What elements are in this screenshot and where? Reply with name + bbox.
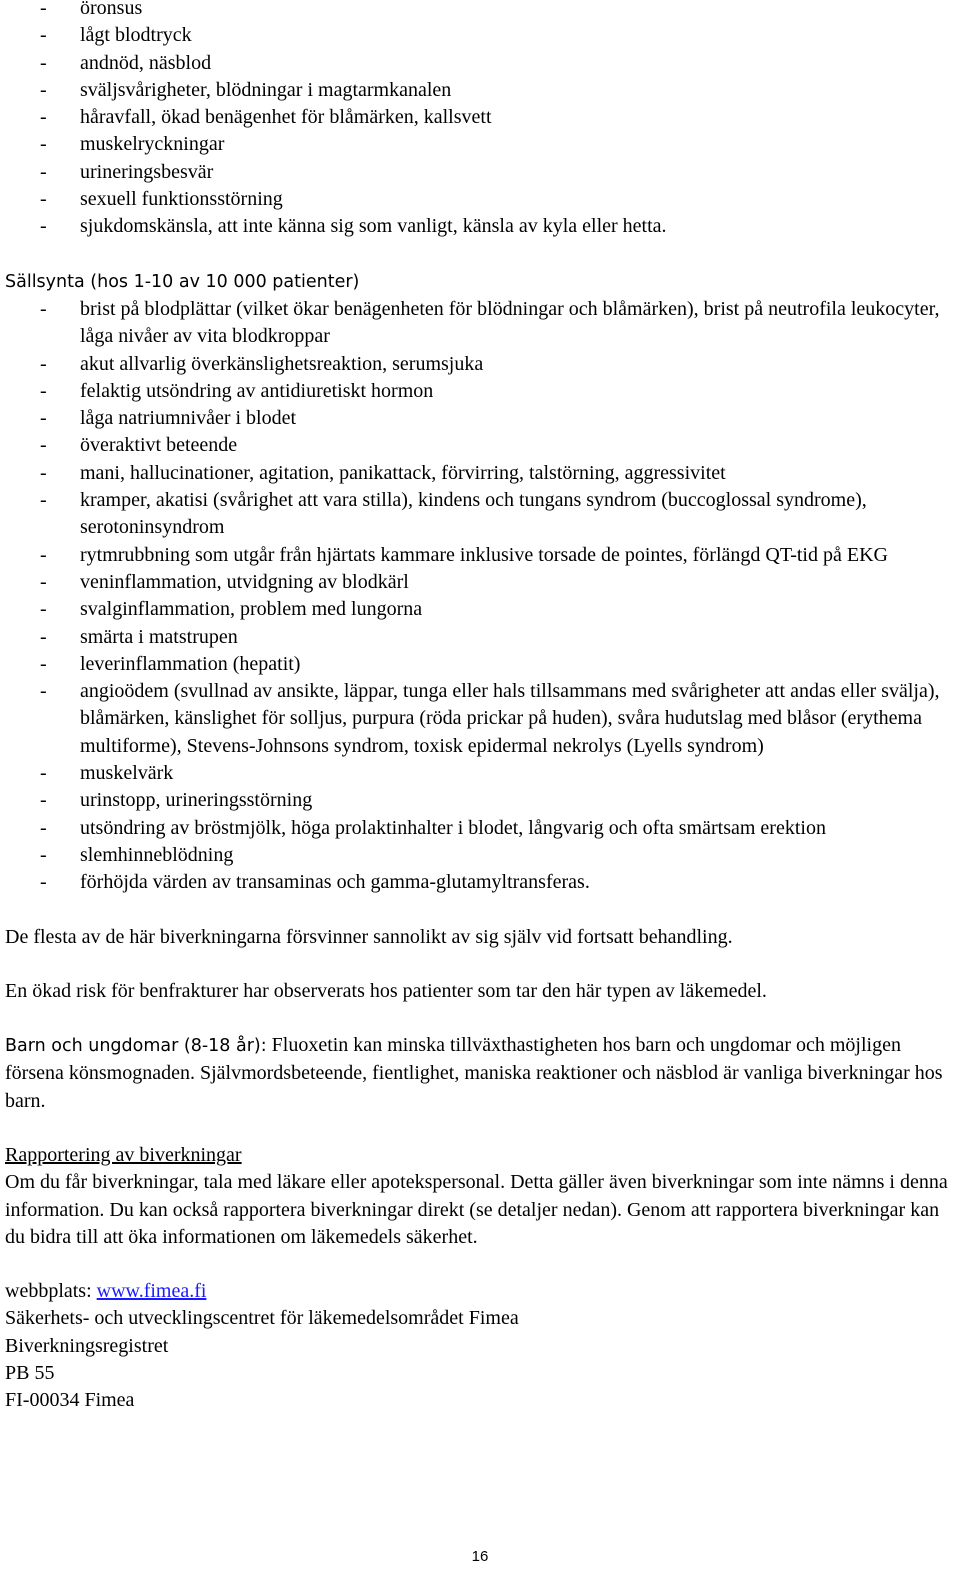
list-item: - kramper, akatisi (svårighet att vara stilla), kindens och tungans syndrom (buccoglossal syndrome), serotoninsyndrom — [40, 489, 867, 539]
list-bullet: - — [40, 598, 47, 621]
list-item: - lågt blodtryck — [5, 22, 957, 49]
website-link[interactable]: www.fimea.fi — [96, 1280, 207, 1303]
reporting-section — [5, 1142, 957, 1251]
list-item: - andnöd, näsblod — [5, 50, 957, 77]
document-page — [5, 0, 957, 1415]
list-item: - akut allvarlig överkänslighetsreaktion, serumsjuka — [5, 351, 957, 378]
list-item: - angioödem (svullnad av ansikte, läppar, tunga eller hals tillsammans med svårigheter att andas eller svälja), blåmärken, känslighet för solljus, purpura (röda prickar på huden), svåra hudutslag med blåsor (erythema multiforme), Stevens-Johnsons syndrom, toxisk epidermal nekrolys (Lyells syndrom) — [40, 680, 940, 757]
list-item: - sexuell funktionsstörning — [5, 186, 957, 213]
list-item: - sjukdomskänsla, att inte känna sig som vanligt, känsla av kyla eller hetta. — [5, 213, 957, 240]
list-item: - veninflammation, utvidgning av blodkärl — [5, 569, 957, 596]
list-item: - muskelryckningar — [5, 131, 957, 158]
list-bullet: - — [40, 843, 47, 866]
rare-side-effects-list — [5, 296, 957, 897]
contact-line-postcode: FI-00034 Fimea — [5, 1389, 135, 1412]
list-bullet: - — [40, 78, 47, 101]
list-item: - muskelvärk — [5, 760, 957, 787]
list-bullet: - — [40, 543, 47, 566]
children-text: Fluoxetin kan minska tillväxthastigheten hos barn och ungdomar och möjligen försena könsmognaden. Självmordsbeteende, fientlighet, maniska reaktioner och näsblod är vanliga biverkningar hos barn. — [5, 1034, 943, 1112]
list-item: - öronsus — [5, 0, 957, 22]
list-bullet: - — [40, 188, 47, 211]
list-bullet: - — [40, 215, 47, 238]
list-item: - sväljsvårigheter, blödningar i magtarmkanalen — [5, 77, 957, 104]
rare-heading: Sällsynta (hos 1-10 av 10 000 patienter) — [5, 271, 360, 292]
list-item: - utsöndring av bröstmjölk, höga prolaktinhalter i blodet, långvarig och ofta smärtsam erektion — [5, 815, 957, 842]
list-item: - rytmrubbning som utgår från hjärtats kammare inklusive torsade de pointes, förlängd QT-tid på EKG — [5, 542, 957, 569]
list-bullet: - — [40, 680, 47, 703]
list-bullet: - — [40, 51, 47, 74]
list-bullet: - — [40, 816, 47, 839]
list-item: - överaktivt beteende — [5, 432, 957, 459]
list-item: - mani, hallucinationer, agitation, panikattack, förvirring, talstörning, aggressivitet — [5, 460, 957, 487]
list-bullet: - — [40, 489, 47, 512]
list-bullet: - — [40, 570, 47, 593]
list-bullet: - — [40, 461, 47, 484]
contact-block — [5, 1278, 957, 1414]
list-bullet: - — [40, 0, 47, 19]
paragraph-fracture-risk: En ökad risk för benfrakturer har observerats hos patienter som tar den här typen av läkemedel. — [5, 979, 767, 1002]
list-bullet: - — [40, 352, 47, 375]
list-item: - felaktig utsöndring av antidiuretiskt hormon — [5, 378, 957, 405]
contact-line-registry: Biverkningsregistret — [5, 1334, 169, 1357]
list-bullet: - — [40, 762, 47, 785]
reporting-heading: Rapportering av biverkningar — [5, 1143, 242, 1166]
website-label: webbplats: — [5, 1280, 97, 1303]
list-bullet: - — [40, 434, 47, 457]
paragraph-children — [5, 1032, 957, 1115]
list-bullet: - — [40, 133, 47, 156]
list-bullet: - — [40, 24, 47, 47]
list-item: - urineringsbesvär — [5, 159, 957, 186]
list-bullet: - — [40, 297, 47, 320]
list-item: - leverinflammation (hepatit) — [5, 651, 957, 678]
list-item: - låga natriumnivåer i blodet — [5, 405, 957, 432]
list-item: - håravfall, ökad benägenhet för blåmärken, kallsvett — [5, 104, 957, 131]
website-line — [5, 1278, 957, 1305]
list-item: - smärta i matstrupen — [5, 624, 957, 651]
list-bullet: - — [40, 106, 47, 129]
list-item: - förhöjda värden av transaminas och gamma-glutamyltransferas. — [5, 869, 957, 896]
list-bullet: - — [40, 625, 47, 648]
page-number: 16 — [471, 1548, 489, 1565]
list-item: - urinstopp, urineringsstörning — [5, 787, 957, 814]
contact-line-pobox: PB 55 — [5, 1362, 55, 1385]
list-bullet: - — [40, 789, 47, 812]
list-bullet: - — [40, 652, 47, 675]
paragraph-disappear: De flesta av de här biverkningarna försvinner sannolikt av sig själv vid fortsatt behandling. — [5, 925, 733, 948]
list-item: - svalginflammation, problem med lungorna — [5, 596, 957, 623]
children-label: Barn och ungdomar (8-18 år): — [5, 1036, 267, 1057]
reporting-text: Om du får biverkningar, tala med läkare eller apotekspersonal. Detta gäller även biverkningar som inte nämns i denna information. Du kan också rapportera biverkningar direkt (se detaljer nedan). Genom att rapportera biverkningar kan du bidra till att öka informationen om läkemedels säkerhet. — [5, 1171, 948, 1248]
side-effects-list-continued — [5, 0, 957, 241]
contact-line-organization: Säkerhets- och utvecklingscentret för läkemedelsområdet Fimea — [5, 1307, 519, 1330]
list-bullet: - — [40, 407, 47, 430]
list-bullet: - — [40, 160, 47, 183]
list-item: - brist på blodplättar (vilket ökar benägenheten för blödningar och blåmärken), brist på neutrofila leukocyter, låga nivåer av vita blodkroppar — [40, 297, 940, 348]
list-bullet: - — [40, 379, 47, 402]
list-item: - slemhinneblödning — [5, 842, 957, 869]
list-bullet: - — [40, 871, 47, 894]
